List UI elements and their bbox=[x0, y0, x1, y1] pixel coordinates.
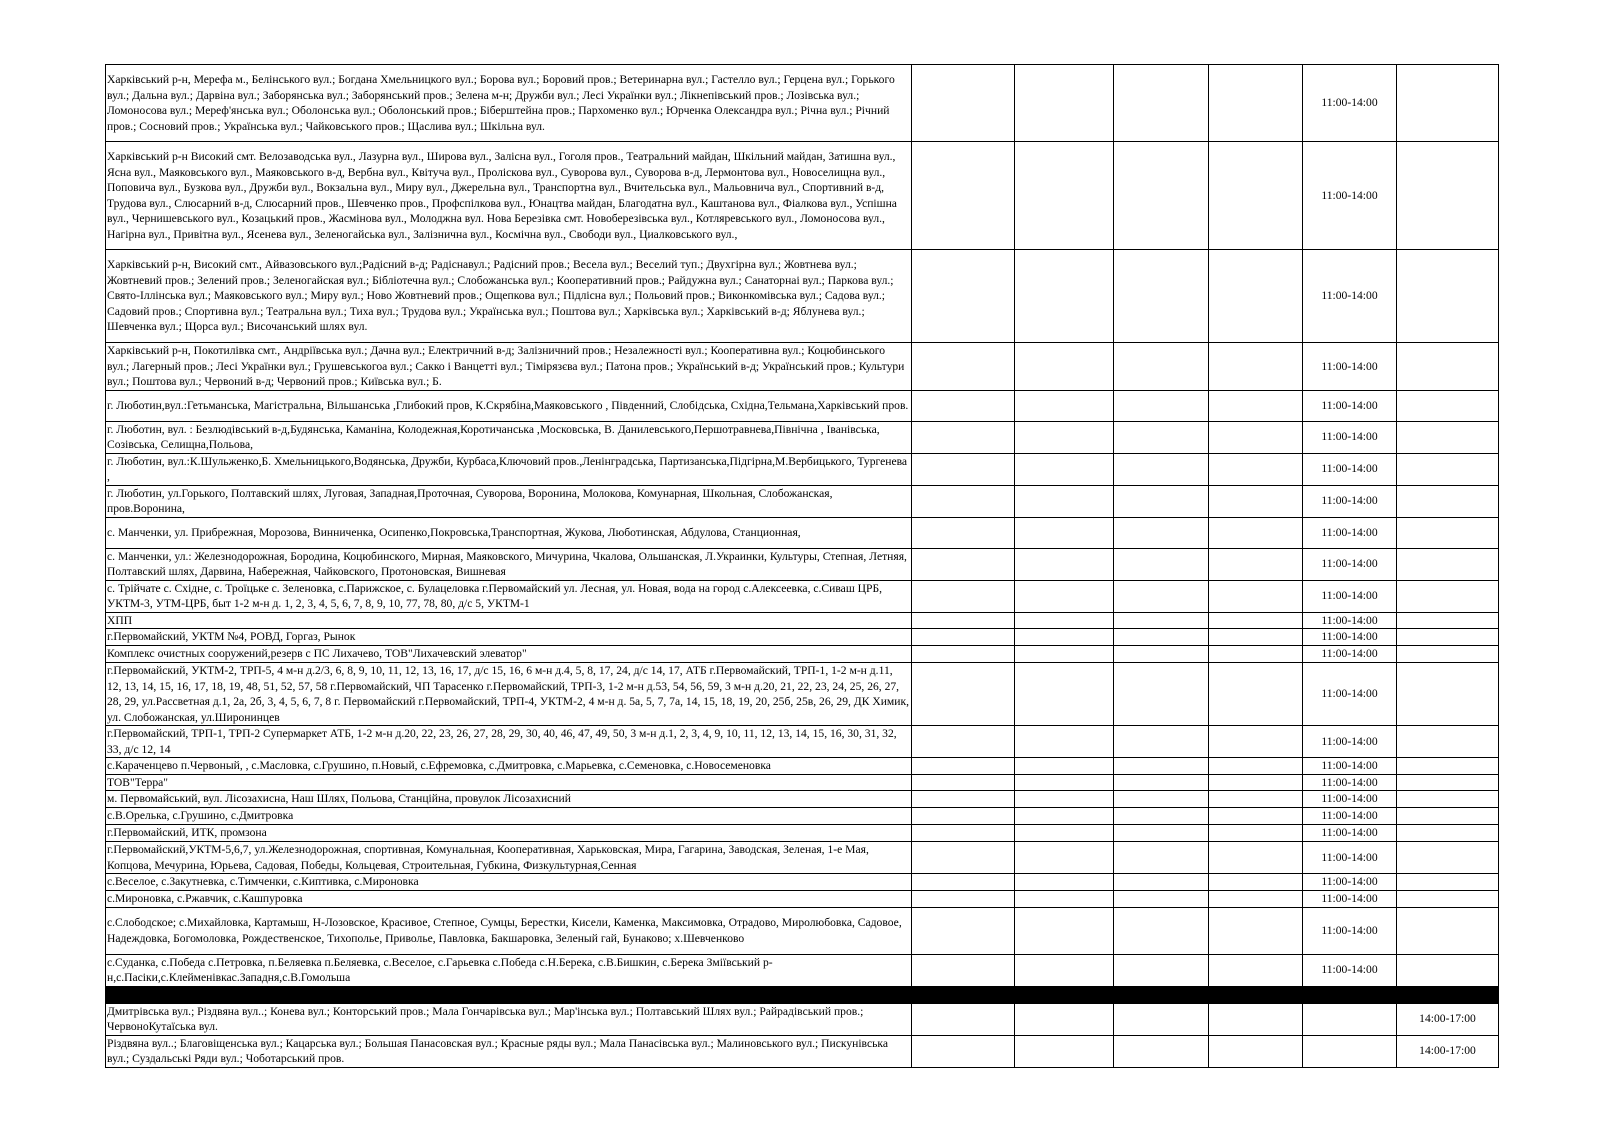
address-cell: Харківський р-н Високий смт. Велозаводська вул., Лазурна вул., Широва вул., Заліснa вул., Гоголя пров., Театральний майдан, Шкільний майдан, Затишна вул., Ясна вул., Маяковського вул., Маяковського в-д, Вербна вул., Квітуча вул., Пролісковa вул., Суворова вул., Суворова в-д, Лермонтова вул., Новоселищна вул., Поповича вул., Бузкова вул., Дружби вул., Вокзальна вул., Миру вул., Джерельна вул., Транспортна вул., Вчительська вул., Мальовнича вул., Спортивний в-д, Трудова вул., Слюсарний в-д, Слюсарний пров., Шевченко пров., Профспілкова вул., Юнацтва майдан, Благодатна вул., Каштанова вул., Фіалкова вул., Успішна вул., Чернишевського вул., Козацький пров., Жасмінова вул., Молоджна вул. Нова Березівка смт. Новоберезівська вул., Котляревського вул., Ломоносова вул., Нагірна вул., Привітна вул., Ясенева вул., Зеленогайська вул., Залізнична вул., Космічна вул., Свободи вул., Циалковського вул., bbox=[106, 142, 912, 250]
table-row bbox=[106, 663, 1499, 726]
table-row bbox=[106, 250, 1499, 343]
empty-cell bbox=[1209, 142, 1303, 250]
empty-cell bbox=[912, 663, 1015, 726]
empty-cell bbox=[1015, 250, 1114, 343]
empty-cell bbox=[1114, 954, 1209, 986]
empty-cell bbox=[1209, 453, 1303, 485]
address-cell: с.Караченцево п.Червоный, , с.Масловка, с.Грушино, п.Новый, с.Ефремовка, с.Дмитровка, с.Марьевка, с.Семеновка, с.Новосеменовка bbox=[106, 758, 912, 775]
empty-cell bbox=[1015, 343, 1114, 391]
table-row bbox=[106, 825, 1499, 842]
time-cell-14-17 bbox=[1397, 612, 1499, 629]
time-cell-14-17 bbox=[1397, 842, 1499, 874]
empty-cell bbox=[1015, 517, 1114, 548]
empty-cell bbox=[912, 874, 1015, 891]
time-cell-11-14: 11:00-14:00 bbox=[1303, 726, 1397, 758]
empty-cell bbox=[1114, 250, 1209, 343]
empty-cell bbox=[1114, 421, 1209, 453]
empty-cell bbox=[1209, 954, 1303, 986]
empty-cell bbox=[1209, 65, 1303, 142]
empty-cell bbox=[912, 250, 1015, 343]
empty-cell bbox=[1209, 390, 1303, 421]
empty-cell bbox=[1114, 343, 1209, 391]
empty-cell bbox=[1015, 580, 1114, 612]
table-row bbox=[106, 142, 1499, 250]
schedule-body bbox=[106, 65, 1499, 1068]
empty-cell bbox=[912, 612, 1015, 629]
empty-cell bbox=[912, 65, 1015, 142]
time-cell-14-17 bbox=[1397, 485, 1499, 517]
empty-cell bbox=[1209, 485, 1303, 517]
empty-cell bbox=[1114, 517, 1209, 548]
time-cell-14-17 bbox=[1397, 890, 1499, 907]
address-cell: г. Люботин, вул.:К.Шульженко,Б. Хмельницького,Водянська, Дружби, Курбаса,Ключовий пров.,Ленінградська, Партизанська,Підгірна,М.Вербицького, Тургенева , bbox=[106, 453, 912, 485]
time-cell-14-17 bbox=[1397, 142, 1499, 250]
table-row bbox=[106, 874, 1499, 891]
table-row bbox=[106, 890, 1499, 907]
time-cell-14-17 bbox=[1397, 825, 1499, 842]
empty-cell bbox=[1209, 1003, 1303, 1035]
table-row bbox=[106, 726, 1499, 758]
time-cell-11-14: 11:00-14:00 bbox=[1303, 874, 1397, 891]
time-cell-14-17 bbox=[1397, 453, 1499, 485]
empty-cell bbox=[1209, 1035, 1303, 1067]
time-cell-11-14: 11:00-14:00 bbox=[1303, 548, 1397, 580]
empty-cell bbox=[1015, 65, 1114, 142]
empty-cell bbox=[912, 1003, 1015, 1035]
empty-cell bbox=[1114, 663, 1209, 726]
time-cell-14-17: 14:00-17:00 bbox=[1397, 1003, 1499, 1035]
section-separator bbox=[106, 986, 1499, 1003]
empty-cell bbox=[1015, 646, 1114, 663]
empty-cell bbox=[1114, 485, 1209, 517]
time-cell-14-17 bbox=[1397, 954, 1499, 986]
empty-cell bbox=[1209, 842, 1303, 874]
time-cell-11-14: 11:00-14:00 bbox=[1303, 343, 1397, 391]
table-row bbox=[106, 808, 1499, 825]
empty-cell bbox=[1015, 663, 1114, 726]
schedule-table bbox=[105, 64, 1499, 1068]
address-cell: с.Мироновка, с.Ржавчик, с.Кашпуровка bbox=[106, 890, 912, 907]
empty-cell bbox=[1209, 343, 1303, 391]
address-cell: г.Первомайский,УКТМ-5,6,7, ул.Железнодорожная, спортивная, Комунальная, Кооперативная, Харьковская, Мира, Гагарина, Заводская, Зеленая, 1-е Мая, Копцова, Мечурина, Юрьева, Садовая, Победы, Кольцевая, Строительная, Губкина, Физкультурная,Сенная bbox=[106, 842, 912, 874]
table-row bbox=[106, 907, 1499, 954]
time-cell-11-14: 11:00-14:00 bbox=[1303, 825, 1397, 842]
time-cell-11-14: 11:00-14:00 bbox=[1303, 142, 1397, 250]
time-cell-14-17 bbox=[1397, 390, 1499, 421]
address-cell: с.Суданка, с.Победа с.Петровка, п.Беляевка п.Беляевка, с.Веселое, с.Гарьевка с.Победа с.Н.Берека, с.В.Бишкин, с.Берека Зміївський р-н,с.Пасіки,с.Клейменівкас.Западня,с.В.Гомольша bbox=[106, 954, 912, 986]
empty-cell bbox=[1209, 890, 1303, 907]
empty-cell bbox=[1209, 629, 1303, 646]
time-cell-14-17 bbox=[1397, 517, 1499, 548]
empty-cell bbox=[1015, 548, 1114, 580]
empty-cell bbox=[912, 485, 1015, 517]
empty-cell bbox=[912, 580, 1015, 612]
address-cell: Харківський р-н, Покотилівка смт., Андріївська вул.; Дачна вул.; Електричний в-д; Залізничний пров.; Незалежності вул.; Кооперативна вул.; Коцюбинського вул.; Лагерный пров.; Лесі Українки вул.; Грушевськогоа вул.; Сакко і Ванцетті вул.; Тімірязєва вул.; Патона пров.; Український в-д; Український пров.; Культури вул.; Поштова вул.; Червоний в-д; Червоний пров.; Київська вул.; Б. bbox=[106, 343, 912, 391]
table-row bbox=[106, 758, 1499, 775]
address-cell: г. Люботин,вул.:Гетьманська, Магістральна, Вільшанська ,Глибокий пров, К.Скрябіна,Маяковського , Південний, Слобідська, Східна,Тельмана,Харківський пров. bbox=[106, 390, 912, 421]
empty-cell bbox=[1015, 1035, 1114, 1067]
table-row bbox=[106, 453, 1499, 485]
empty-cell bbox=[1114, 142, 1209, 250]
empty-cell bbox=[912, 390, 1015, 421]
address-cell: с.Слободское; с.Михайловка, Картамыш, Н-Лозовское, Красивое, Степное, Сумцы, Берестки, Кисели, Каменка, Максимовка, Отрадово, Миролюбовка, Садовое, Надеждовка, Богомоловка, Рождественское, Тихополье, Приволье, Павловка, Бакшаровка, Зеленый гай, Бунаково; х.Шевченково bbox=[106, 907, 912, 954]
empty-cell bbox=[912, 842, 1015, 874]
time-cell-11-14: 11:00-14:00 bbox=[1303, 954, 1397, 986]
time-cell-11-14: 11:00-14:00 bbox=[1303, 758, 1397, 775]
empty-cell bbox=[1015, 421, 1114, 453]
table-row bbox=[106, 390, 1499, 421]
table-row bbox=[106, 1035, 1499, 1067]
empty-cell bbox=[1015, 390, 1114, 421]
time-cell-11-14: 11:00-14:00 bbox=[1303, 907, 1397, 954]
table-row bbox=[106, 791, 1499, 808]
time-cell-11-14: 11:00-14:00 bbox=[1303, 890, 1397, 907]
empty-cell bbox=[912, 1035, 1015, 1067]
empty-cell bbox=[1114, 874, 1209, 891]
empty-cell bbox=[912, 343, 1015, 391]
time-cell-11-14: 11:00-14:00 bbox=[1303, 774, 1397, 791]
empty-cell bbox=[1114, 842, 1209, 874]
empty-cell bbox=[1209, 646, 1303, 663]
time-cell-14-17: 14:00-17:00 bbox=[1397, 1035, 1499, 1067]
address-cell: г. Люботин, ул.Горького, Полтавский шлях, Луговая, Западная,Проточная, Суворова, Воронина, Молокова, Комунарная, Школьная, Слобожанская, пров.Воронина, bbox=[106, 485, 912, 517]
empty-cell bbox=[1209, 874, 1303, 891]
empty-cell bbox=[912, 808, 1015, 825]
empty-cell bbox=[1015, 142, 1114, 250]
empty-cell bbox=[1015, 874, 1114, 891]
empty-cell bbox=[912, 517, 1015, 548]
address-cell: с. Трійчате с. Східне, с. Троїцьке с. Зеленовка, с.Парижское, с. Булацеловка г.Первомайский ул. Лесная, ул. Новая, вода на город с.Алексеевка, с.Сиваш ЦРБ, УКТМ-3, УТМ-ЦРБ, быт 1-2 м-н д. 1, 2, 3, 4, 5, 6, 7, 8, 9, 10, 77, 78, 80, д/с 5, УКТМ-1 bbox=[106, 580, 912, 612]
empty-cell bbox=[1015, 453, 1114, 485]
empty-cell bbox=[912, 421, 1015, 453]
empty-cell bbox=[1209, 421, 1303, 453]
empty-cell bbox=[1015, 907, 1114, 954]
empty-cell bbox=[1114, 758, 1209, 775]
table-row bbox=[106, 774, 1499, 791]
empty-cell bbox=[1015, 842, 1114, 874]
time-cell-14-17 bbox=[1397, 663, 1499, 726]
time-cell-14-17 bbox=[1397, 758, 1499, 775]
time-cell-14-17 bbox=[1397, 548, 1499, 580]
table-row bbox=[106, 612, 1499, 629]
time-cell-11-14: 11:00-14:00 bbox=[1303, 65, 1397, 142]
table-row bbox=[106, 954, 1499, 986]
empty-cell bbox=[1015, 774, 1114, 791]
empty-cell bbox=[1015, 825, 1114, 842]
empty-cell bbox=[1114, 612, 1209, 629]
time-cell-11-14: 11:00-14:00 bbox=[1303, 580, 1397, 612]
time-cell-11-14 bbox=[1303, 1003, 1397, 1035]
time-cell-11-14: 11:00-14:00 bbox=[1303, 808, 1397, 825]
empty-cell bbox=[1114, 825, 1209, 842]
empty-cell bbox=[1209, 517, 1303, 548]
address-cell: Харківський р-н, Мерефа м., Белінського вул.; Богдана Хмельницкого вул.; Борова вул.; Боровий пров.; Ветеринарна вул.; Гастелло вул.; Герцена вул.; Горького вул.; Дальна вул.; Дарвіна вул.; Заборянська вул.; Заборянський пров.; Зелена м-н; Дружби вул.; Лесі Українки вул.; Лікнепівський пров.; Лозівська вул.; Ломоносова вул.; Мереф'янська вул.; Оболонська вул.; Оболонський пров.; Біберштейна пров.; Пархоменко вул.; Юрченка Олександра вул.; Річна вул.; Річний пров.; Сосновий пров.; Українська вул.; Чайковського пров.; Щаслива вул.; Шкільна вул. bbox=[106, 65, 912, 142]
empty-cell bbox=[1209, 758, 1303, 775]
empty-cell bbox=[1015, 791, 1114, 808]
empty-cell bbox=[1114, 890, 1209, 907]
empty-cell bbox=[1114, 580, 1209, 612]
table-row bbox=[106, 629, 1499, 646]
address-cell: г.Первомайский, УКТМ №4, РОВД, Горгаз, Рынок bbox=[106, 629, 912, 646]
table-row bbox=[106, 580, 1499, 612]
time-cell-14-17 bbox=[1397, 65, 1499, 142]
empty-cell bbox=[1114, 646, 1209, 663]
empty-cell bbox=[1209, 774, 1303, 791]
address-cell: г. Люботин, вул. : Безлюдівський в-д,Будянська, Каманіна, Колодежная,Коротичанська ,Московська, В. Данилевського,Першотравнева,Північна , Іванівська, Созівська, Селищна,Польова, bbox=[106, 421, 912, 453]
time-cell-11-14: 11:00-14:00 bbox=[1303, 421, 1397, 453]
time-cell-14-17 bbox=[1397, 791, 1499, 808]
empty-cell bbox=[1114, 907, 1209, 954]
time-cell-14-17 bbox=[1397, 250, 1499, 343]
empty-cell bbox=[912, 646, 1015, 663]
empty-cell bbox=[912, 142, 1015, 250]
empty-cell bbox=[1114, 629, 1209, 646]
table-row bbox=[106, 548, 1499, 580]
address-cell: г.Первомайский, УКТМ-2, ТРП-5, 4 м-н д.2/3, 6, 8, 9, 10, 11, 12, 13, 16, 17, д/с 15, 16, 6 м-н д.4, 5, 8, 17, 24, д/с 14, 17, АТБ г.Первомайский, ТРП-1, 1-2 м-н д.11, 12, 13, 14, 15, 16, 17, 18, 19, 48, 51, 52, 57, 58 г.Первомайский, ЧП Тарасенко г.Первомайский, ТРП-3, 1-2 м-н д.53, 54, 56, 59, 3 м-н д.20, 21, 22, 23, 24, 25, 26, 27, 28, 29, ул.Рассветная д.1, 2а, 2б, 3, 4, 5, 6, 7, 8 г. Первомайский г.Первомайский, ТРП-4, УКТМ-2, 4 м-н д. 5а, 5, 7, 7а, 14, 15, 18, 19, 20, 25б, 25в, 26, 29, ДК Химик, ул. Слобожанская, ул.Широнинцев bbox=[106, 663, 912, 726]
address-cell: Комплекс очистных сооружений,резерв с ПС Лихачево, ТОВ"Лихачевский элеватор" bbox=[106, 646, 912, 663]
time-cell-11-14: 11:00-14:00 bbox=[1303, 612, 1397, 629]
empty-cell bbox=[1015, 1003, 1114, 1035]
time-cell-11-14: 11:00-14:00 bbox=[1303, 842, 1397, 874]
empty-cell bbox=[1209, 907, 1303, 954]
empty-cell bbox=[1114, 65, 1209, 142]
address-cell: ТОВ"Терра" bbox=[106, 774, 912, 791]
empty-cell bbox=[1015, 726, 1114, 758]
address-cell: м. Первомайський, вул. Лісозахисна, Наш Шлях, Польова, Станційна, провулок Лісозахисний bbox=[106, 791, 912, 808]
time-cell-14-17 bbox=[1397, 580, 1499, 612]
time-cell-11-14: 11:00-14:00 bbox=[1303, 663, 1397, 726]
address-cell: Різдвяна вул..; Благовіщенська вул.; Кацарська вул.; Большая Панасовская вул.; Красные ряды вул.; Мала Панасівська вул.; Малиновського вул.; Пискунівська вул.; Суздальські Ряди вул.; Чоботарський пров. bbox=[106, 1035, 912, 1067]
empty-cell bbox=[912, 825, 1015, 842]
empty-cell bbox=[1114, 1035, 1209, 1067]
table-row bbox=[106, 517, 1499, 548]
empty-cell bbox=[912, 726, 1015, 758]
time-cell-14-17 bbox=[1397, 343, 1499, 391]
empty-cell bbox=[912, 774, 1015, 791]
address-cell: Дмитрівська вул.; Різдвяна вул..; Конева вул.; Конторський пров.; Мала Гончарівська вул.; Мар'інська вул.; Полтавський Шлях вул.; Райрадівський пров.; ЧервоноКутаїська вул. bbox=[106, 1003, 912, 1035]
empty-cell bbox=[912, 453, 1015, 485]
empty-cell bbox=[912, 954, 1015, 986]
table-row bbox=[106, 421, 1499, 453]
empty-cell bbox=[1114, 453, 1209, 485]
empty-cell bbox=[912, 548, 1015, 580]
address-cell: г.Первомайский, ТРП-1, ТРП-2 Супермаркет АТБ, 1-2 м-н д.20, 22, 23, 26, 27, 28, 29, 30, 40, 46, 47, 49, 50, 3 м-н д.1, 2, 3, 4, 9, 10, 11, 12, 13, 14, 15, 16, 30, 31, 32, 33, д/с 12, 14 bbox=[106, 726, 912, 758]
empty-cell bbox=[1015, 808, 1114, 825]
empty-cell bbox=[912, 907, 1015, 954]
empty-cell bbox=[1209, 580, 1303, 612]
empty-cell bbox=[1114, 791, 1209, 808]
time-cell-14-17 bbox=[1397, 421, 1499, 453]
empty-cell bbox=[1209, 548, 1303, 580]
empty-cell bbox=[1209, 726, 1303, 758]
address-cell: г.Первомайский, ИТК, промзона bbox=[106, 825, 912, 842]
time-cell-11-14: 11:00-14:00 bbox=[1303, 791, 1397, 808]
empty-cell bbox=[1015, 758, 1114, 775]
table-row bbox=[106, 65, 1499, 142]
empty-cell bbox=[1114, 390, 1209, 421]
time-cell-11-14: 11:00-14:00 bbox=[1303, 453, 1397, 485]
empty-cell bbox=[1209, 808, 1303, 825]
empty-cell bbox=[1114, 1003, 1209, 1035]
empty-cell bbox=[1114, 726, 1209, 758]
empty-cell bbox=[1209, 612, 1303, 629]
table-row bbox=[106, 646, 1499, 663]
table-row bbox=[106, 842, 1499, 874]
empty-cell bbox=[912, 758, 1015, 775]
address-cell: с. Манченки, ул. Прибрежная, Морозова, Винниченка, Осипенко,Покровська,Транспортная, Жукова, Люботинская, Абдулова, Станционная, bbox=[106, 517, 912, 548]
time-cell-11-14: 11:00-14:00 bbox=[1303, 485, 1397, 517]
time-cell-14-17 bbox=[1397, 907, 1499, 954]
address-cell: с.Веселое, с.Закутневка, с.Тимченки, с.Киптивка, с.Мироновка bbox=[106, 874, 912, 891]
empty-cell bbox=[1114, 808, 1209, 825]
time-cell-11-14 bbox=[1303, 1035, 1397, 1067]
separator-bar bbox=[106, 986, 1499, 1003]
time-cell-11-14: 11:00-14:00 bbox=[1303, 646, 1397, 663]
time-cell-14-17 bbox=[1397, 808, 1499, 825]
empty-cell bbox=[1209, 825, 1303, 842]
empty-cell bbox=[1209, 663, 1303, 726]
time-cell-14-17 bbox=[1397, 726, 1499, 758]
empty-cell bbox=[1114, 548, 1209, 580]
time-cell-11-14: 11:00-14:00 bbox=[1303, 517, 1397, 548]
empty-cell bbox=[912, 791, 1015, 808]
empty-cell bbox=[1209, 250, 1303, 343]
time-cell-14-17 bbox=[1397, 629, 1499, 646]
time-cell-11-14: 11:00-14:00 bbox=[1303, 629, 1397, 646]
table-row bbox=[106, 1003, 1499, 1035]
table-row bbox=[106, 485, 1499, 517]
empty-cell bbox=[912, 890, 1015, 907]
empty-cell bbox=[1015, 954, 1114, 986]
time-cell-11-14: 11:00-14:00 bbox=[1303, 250, 1397, 343]
address-cell: Харківський р-н, Високий смт., Айвазовського вул.;Радісний в-д; Радіснавул.; Радісний пров.; Весела вул.; Веселий туп.; Двухгірна вул.; Жовтнева вул.; Жовтневий пров.; Зелений пров.; Зеленогайская вул.; Бібліотечна вул.; Слобожанська вул.; Кооперативний пров.; Райдужна вул.; Санаторнаі вул.; Паркова вул.; Свято-Іллінська вул.; Маяковського вул.; Миру вул.; Ново Жовтневий пров.; Ощепкова вул.; Підлісна вул.; Польовий пров.; Виконкомівська вул.; Садова вул.; Садовий пров.; Спортивна вул.; Театральна вул.; Тиха вул.; Трудова вул.; Українська вул.; Поштова вул.; Харківська вул.; Харківський в-д; Яблунева вул.; Шевченка вул.; Щорса вул.; Височанський шлях вул. bbox=[106, 250, 912, 343]
time-cell-14-17 bbox=[1397, 774, 1499, 791]
empty-cell bbox=[1209, 791, 1303, 808]
empty-cell bbox=[1015, 485, 1114, 517]
empty-cell bbox=[1114, 774, 1209, 791]
empty-cell bbox=[1015, 890, 1114, 907]
address-cell: ХПП bbox=[106, 612, 912, 629]
empty-cell bbox=[1015, 612, 1114, 629]
address-cell: с. Манченки, ул.: Железнодорожная, Бородина, Коцюбинского, Мирная, Маяковского, Мичурина, Чкалова, Ольшанская, Л.Украинки, Культуры, Степная, Летняя, Полтавский шлях, Дарвина, Набережная, Чайковского, Протоновская, Вишневая bbox=[106, 548, 912, 580]
empty-cell bbox=[912, 629, 1015, 646]
table-row bbox=[106, 343, 1499, 391]
empty-cell bbox=[1015, 629, 1114, 646]
time-cell-11-14: 11:00-14:00 bbox=[1303, 390, 1397, 421]
address-cell: с.В.Орелька, с.Грушино, с.Дмитровка bbox=[106, 808, 912, 825]
time-cell-14-17 bbox=[1397, 646, 1499, 663]
time-cell-14-17 bbox=[1397, 874, 1499, 891]
